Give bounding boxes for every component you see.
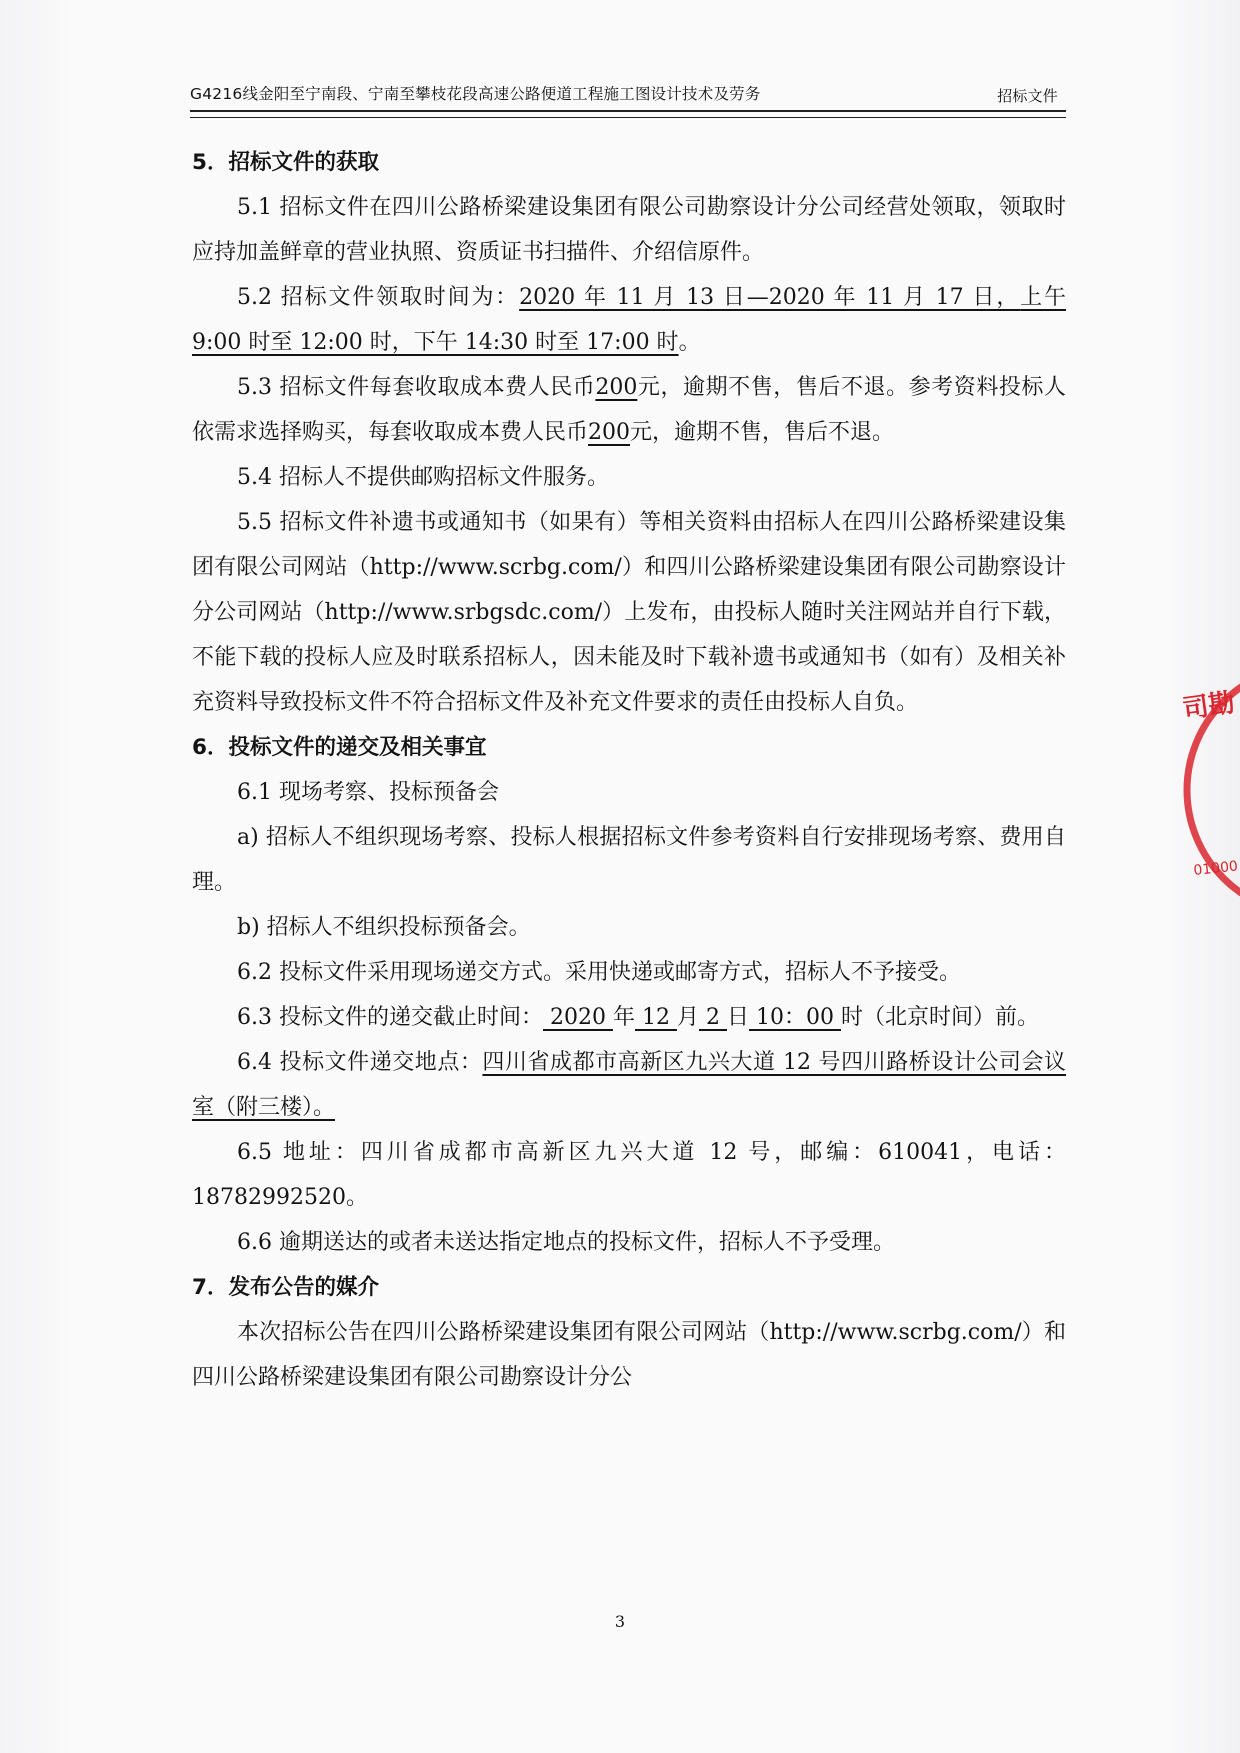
paragraph-6-1-b: b) 招标人不组织投标预备会。 (237, 915, 531, 940)
p5-2-time-range: 上午 9:00 时至 12:00 时，下午 14:30 时至 17:00 时 (192, 285, 1067, 355)
p6-3-time: 10：00 (748, 1005, 841, 1030)
paragraph-5-3 (192, 365, 1066, 455)
p6-4-prefix: 6.4 投标文件递交地点： (237, 1050, 483, 1075)
p5-3-part-c: 元，逾期不售，售后不退。 (630, 420, 895, 445)
p5-2-end: 。 (678, 330, 701, 355)
paragraph-6-4 (192, 1040, 1066, 1130)
svg-text:司勘: 司勘 (1180, 687, 1237, 725)
section-6-heading: 6．投标文件的递交及相关事宜 (192, 735, 487, 760)
page-header (190, 82, 1066, 112)
svg-text:01000: 01000 (1192, 858, 1239, 879)
p6-3-year-unit: 年 (612, 1005, 635, 1030)
paragraph-6-5: 6.5 地址：四川省成都市高新区九兴大道 12 号，邮编：610041，电话：18782992520。 (192, 1140, 1066, 1210)
header-title: G4216线金阳至宁南段、宁南至攀枝花段高速公路便道工程施工图设计技术及劳务 (190, 85, 761, 103)
p5-2-prefix: 5.2 招标文件领取时间为： (237, 285, 520, 310)
p6-3-day: 2 (698, 1005, 727, 1030)
header-doc-type: 招标文件 (997, 87, 1058, 105)
header-rule (190, 117, 1066, 118)
paragraph-5-4: 5.4 招标人不提供邮购招标文件服务。 (237, 465, 609, 490)
document-body (192, 140, 1066, 1400)
p5-2-date-range: 2020 年 11 月 13 日—2020 年 11 月 17 日， (519, 285, 1021, 310)
paragraph-5-2 (192, 275, 1066, 365)
paragraph-6-2: 6.2 投标文件采用现场递交方式。采用快递或邮寄方式，招标人不予接受。 (237, 960, 961, 985)
section-7-heading: 7．发布公告的媒介 (192, 1275, 379, 1300)
p6-3-month: 12 (634, 1005, 677, 1030)
paragraph-6-3 (192, 995, 1066, 1040)
paragraph-5-1: 5.1 招标文件在四川公路桥梁建设集团有限公司勘察设计分公司经营处领取，领取时应持加盖鲜章的营业执照、资质证书扫描件、介绍信原件。 (192, 195, 1066, 265)
paragraph-6-6: 6.6 逾期送达的或者未送达指定地点的投标文件，招标人不予受理。 (237, 1230, 895, 1255)
section-5-heading: 5．招标文件的获取 (192, 150, 379, 175)
p6-3-year: 2020 (542, 1005, 613, 1030)
paragraph-6-1: 6.1 现场考察、投标预备会 (237, 780, 499, 805)
paragraph-6-1-a: a) 招标人不组织现场考察、投标人根据招标文件参考资料自行安排现场考察、费用自理。 (192, 825, 1066, 895)
official-seal-stamp (1172, 660, 1240, 920)
p5-3-part-a: 5.3 招标文件每套收取成本费人民币 (237, 375, 596, 400)
page-number: 3 (614, 1612, 626, 1631)
p5-3-amount-2: 200 (588, 420, 631, 445)
p5-3-amount-1: 200 (595, 375, 638, 400)
p6-3-month-unit: 月 (676, 1005, 699, 1030)
p6-3-day-unit: 日 (726, 1005, 749, 1030)
p5-3-part-b: 元，逾期不售，售后不退。参考资料投标人依需求选择购买，每套收取成本费人民币 (192, 375, 1066, 445)
p6-4-location: 四川省成都市高新区九兴大道 12 号四川路桥设计公司会议室（附三楼）。 (192, 1050, 1066, 1120)
p6-3-suffix: 时（北京时间）前。 (840, 1005, 1039, 1030)
paragraph-7: 本次招标公告在四川公路桥梁建设集团有限公司网站（http://www.scrbg.com/）和四川公路桥梁建设集团有限公司勘察设计分公 (192, 1320, 1066, 1390)
p6-3-prefix: 6.3 投标文件的递交截止时间： (237, 1005, 543, 1030)
paragraph-5-5: 5.5 招标文件补遗书或通知书（如果有）等相关资料由招标人在四川公路桥梁建设集团有限公司网站（http://www.scrbg.com/）和四川公路桥梁建设集团有限公司勘察设计分公司网站（http://www.srbgsdc.com/）上发布，由投标人随时关注网站并自行下载，不能下载的投标人应及时联系招标人，因未能及时下载补遗书或通知书（如有）及相关补充资料导致投标文件不符合招标文件及补充文件要求的责任由投标人自负。 (192, 510, 1066, 715)
